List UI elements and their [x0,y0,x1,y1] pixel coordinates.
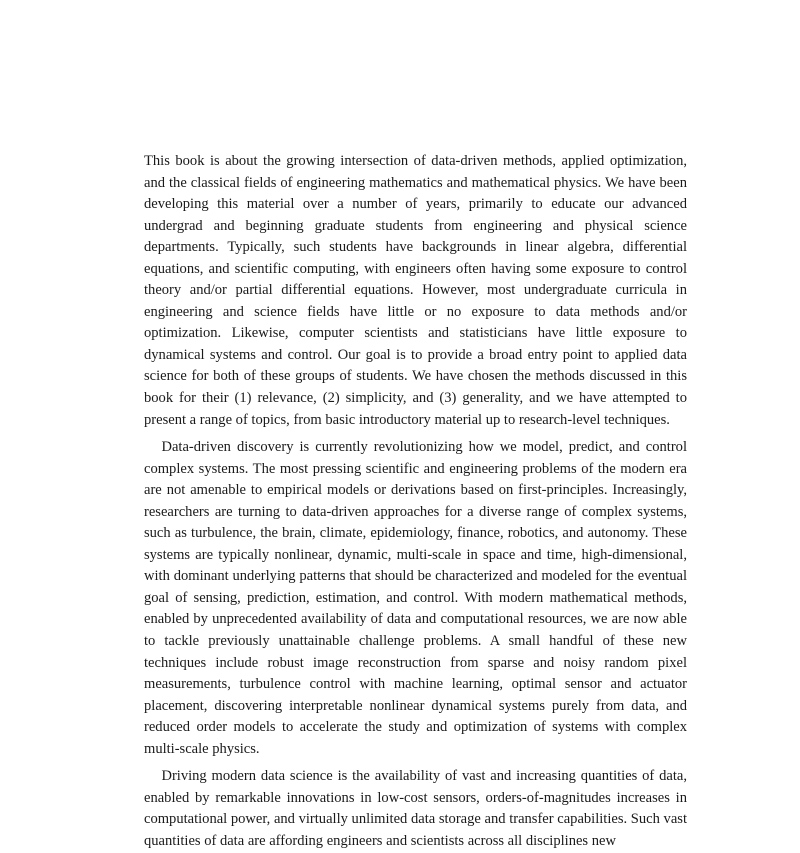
paragraph: This book is about the growing intersection of data-driven methods, applied optimization, and the classical fields of engineering mathematics and mathematical physics. We have been developing this material over a number of years, primarily to educate our advanced undergrad and beginning graduate students from engineering and physical science departments. Typically, such students have backgrounds in linear algebra, differential equations, and scientific computing, with engineers often having some exposure to control theory and/or partial differential equations. However, most undergraduate curricula in engineering and science fields have little or no exposure to data methods and/or optimization. Likewise, computer scientists and statisticians have little exposure to dynamical systems and control. Our goal is to provide a broad entry point to applied data science for both of these groups of students. We have chosen the methods discussed in this book for their (1) relevance, (2) simplicity, and (3) generality, and we have attempted to present a range of topics, from basic introductory material up to research-level techniques. [144,153,687,428]
body-text [144,151,687,853]
paragraph: Data-driven discovery is currently revolutionizing how we model, predict, and control complex systems. The most pressing scientific and engineering problems of the modern era are not amenable to empirical models or derivations based on first-principles. Increasingly, researchers are turning to data-driven approaches for a diverse range of complex systems, such as turbulence, the brain, climate, epidemiology, finance, robotics, and autonomy. These systems are typically nonlinear, dynamic, multi-scale in space and time, high-dimensional, with dominant underlying patterns that should be characterized and modeled for the eventual goal of sensing, prediction, estimation, and control. With modern mathematical methods, enabled by unprecedented availability of data and computational resources, we are now able to tackle previously unattainable challenge problems. A small handful of these new techniques include robust image reconstruction from sparse and noisy random pixel measurements, turbulence control with machine learning, optimal sensor and actuator placement, discovering interpretable nonlinear dynamical systems purely from data, and reduced order models to accelerate the study and optimization of systems with complex multi-scale physics. [144,439,687,757]
paragraph: Driving modern data science is the availability of vast and increasing quantities of data, enabled by remarkable innovations in low-cost sensors, orders-of-magnitudes increases in computational power, and virtually unlimited data storage and transfer capabilities. Such vast quantities of data are affording engineers and scientists across all disciplines new [144,768,687,849]
